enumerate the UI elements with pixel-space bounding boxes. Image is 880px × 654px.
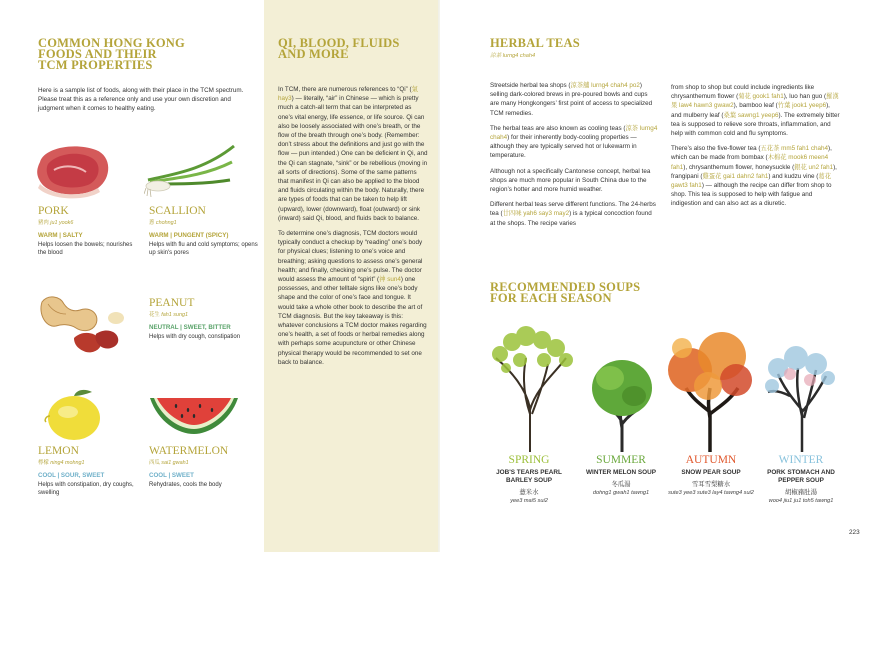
- qi-paragraph-2: [278, 229, 428, 367]
- food-item-pork: [38, 205, 138, 257]
- food-properties: COOL | SOUR, SWEET: [38, 472, 105, 479]
- foods-heading-line: COMMON HONG KONG: [38, 36, 185, 50]
- text-run: ) and kudzu vine (: [768, 172, 819, 180]
- text-run: There’s also the five-flower tea (: [671, 145, 761, 153]
- food-name: SCALLION: [149, 205, 206, 217]
- food-roman: sai1 gwah1: [161, 460, 189, 466]
- text-run: ) selling dark-colored brews in pre-poured bowls and cups are many Hongkongers’ first point of access to specialized TCM remedies.: [490, 82, 653, 117]
- scallion-illustration: [144, 140, 236, 202]
- seasonal-trees-illustration: [486, 318, 846, 454]
- food-romanization: [149, 310, 269, 318]
- soup-chinese: 薏米水: [519, 489, 539, 496]
- food-name: PORK: [38, 205, 69, 217]
- chinese-term: 氣 hay3: [278, 86, 418, 103]
- chinese-term: 神 sun4: [379, 276, 401, 284]
- food-roman: chohng1: [155, 220, 177, 226]
- food-name: WATERMELON: [149, 445, 229, 457]
- food-romanization: [149, 458, 259, 466]
- text-run: ), luo han guo (: [783, 93, 827, 101]
- text-run: ) one possesses, and other telltale signs like one’s body shape and the color of one’s face and tongue. It would take a whole other book to describe the art of TCM diagnosis. But the key takeaway is this: whatever conclusions a TCM doctor makes regarding one’s health, a set of foods or herbal remedies along with perhaps some acupuncture or other Chinese physical therapy would be recommended to set one back to balance.: [278, 276, 427, 366]
- food-roman: ning4 mohng1: [50, 460, 85, 466]
- food-chinese: 花生: [149, 312, 160, 318]
- watermelon-illustration: [148, 392, 240, 436]
- soup-romanization: sute3 yee3 sute3 lay4 tawng4 sui2: [668, 490, 754, 496]
- season-name: AUTUMN: [685, 454, 737, 466]
- foods-intro: Here is a sample list of foods, along with their place in the TCM spectrum. Please treat this as a reference only and use your own discretion and judgment when it comes to healthy eating.: [38, 87, 244, 113]
- text-run: ), chrysanthemum flower, honeysuckle (: [683, 163, 795, 171]
- food-properties: COOL | SWEET: [149, 472, 194, 479]
- herbal-paragraph-1: [490, 81, 658, 118]
- soup-romanization: dohng1 gwah1 tawng1: [592, 490, 650, 496]
- food-name: LEMON: [38, 445, 79, 457]
- text-run: ) — although the recipe can differ from shop to shop. This tea is supposed to help with fatigue and indigestion and can also act as a diuretic.: [671, 182, 832, 208]
- qi-paragraph-1: [278, 85, 428, 223]
- qi-sidebar: [264, 0, 440, 552]
- text-run: The herbal teas are also known as cooling teas (: [490, 124, 626, 132]
- pork-illustration: [34, 140, 114, 200]
- herbal-paragraph-2: [490, 124, 658, 161]
- soups-heading-line: FOR EACH SEASON: [490, 291, 612, 305]
- season-name: WINTER: [778, 454, 824, 466]
- page-number: 223: [849, 529, 860, 536]
- text-run: ), bamboo leaf (: [733, 102, 778, 110]
- season-winter: [758, 454, 844, 504]
- food-description: Rehydrates, cools the body: [149, 482, 222, 488]
- text-run: ), frangipani (: [671, 163, 837, 180]
- herbal-teas-continued: [671, 83, 841, 215]
- herbal-subheading: 涼茶 lurng4 chah4: [490, 53, 536, 59]
- food-properties: WARM | SALTY: [38, 232, 83, 239]
- text-run: ). The extremely bitter tea is supposed to relieve sore throats, inflammation, and help with common cold and flu symptoms.: [671, 111, 840, 138]
- food-description: Helps loosen the bowels; nourishes the blood: [38, 242, 133, 256]
- peanut-illustration: [34, 292, 134, 354]
- winter-tree: [765, 346, 835, 452]
- food-roman: ju1 yook6: [50, 220, 74, 226]
- season-spring: [486, 454, 572, 504]
- soups-heading-line: RECOMMENDED SOUPS: [490, 280, 641, 294]
- text-run: To determine one’s diagnosis, TCM doctors would typically conduct a checkup by “reading” one’s body for physical clues; listening to one’s voice and breathing; asking questions to assess one’s general health; and finally, checking one’s pulse. The doctor would assess the amount of “spirit” (: [278, 230, 423, 284]
- text-run: In TCM, there are numerous references to “Qi” (: [278, 86, 412, 93]
- chinese-term: 涼茶 lurng4 chah4: [490, 124, 658, 142]
- text-run: from shop to shop but could include ingredients like chrysanthemum flower (: [671, 84, 815, 101]
- autumn-tree: [668, 332, 752, 452]
- herbal-heading: HERBAL TEAS: [490, 36, 580, 50]
- herbal-teas-section: [490, 38, 658, 234]
- soup-romanization: yee3 mai5 sui2: [510, 498, 548, 504]
- text-run: ) — literally, “air” in Chinese — which is pretty much a catch-all term that can be interpreted as one’s vital energy, life essence, or life source. Qi can also be loosely associated with one’s breath, or the flow of the breath through one’s body. (Remember: don’t stress about the definitions and just go with the flow — pun intended.) One can be deficient in Qi, and the Qi can stagnate, “sink” or be rebellious (moving in all sorts of directions). Some of the same patterns that manifest in Qi can also be applied to the blood and fluids circulating within the body. Naturally, there are types of foods that can be taken to help lift (upward), lower (downward), float (outward) or sink (inward) said Qi, blood, and fluids back to balance.: [278, 95, 428, 222]
- soups-heading: [490, 282, 640, 304]
- chinese-term: 五花茶 mm5 fah1 chah4: [760, 145, 829, 153]
- qi-heading-line: QI, BLOOD, FLUIDS: [278, 36, 400, 50]
- food-properties: WARM | PUNGENT (SPICY): [149, 232, 229, 239]
- chinese-term: 木棉花 mook6 meen4 fah1: [671, 154, 829, 171]
- soup-name: SNOW PEAR SOUP: [681, 469, 741, 476]
- chinese-term: 涼茶舖 lurng4 chah4 po2: [570, 82, 640, 89]
- food-romanization: [38, 458, 138, 466]
- herbal-paragraph-3: Although not a specifically Cantonese concept, herbal tea shops are much more popular in South China due to the region’s hotter and more humid weather.: [490, 167, 651, 194]
- foods-section: [38, 38, 250, 114]
- season-name: SUMMER: [596, 454, 646, 466]
- chinese-term: 羅漢果 law4 hawn3 gwaw2: [671, 93, 839, 110]
- food-name: PEANUT: [149, 297, 195, 309]
- food-chinese: 豬肉: [38, 220, 49, 226]
- text-run: ), which can be made from bombax (: [671, 145, 832, 162]
- text-run: ), and mulberry leaf (: [671, 102, 830, 119]
- food-item-watermelon: [149, 445, 259, 489]
- soup-romanization: woo4 jiu1 ju1 toh5 tawng1: [768, 498, 834, 504]
- food-romanization: [38, 218, 138, 226]
- food-description: Helps with dry cough, constipation: [149, 334, 241, 340]
- chinese-term: 廿四味 yah6 say3 may2: [502, 210, 570, 218]
- lemon-illustration: [40, 386, 112, 444]
- food-chinese: 蔥: [149, 220, 155, 226]
- food-item-lemon: [38, 445, 138, 497]
- chinese-term: 竹葉 jook1 yeep6: [777, 102, 827, 110]
- chinese-term: 桑葉 sawng1 yeep6: [723, 111, 779, 119]
- herbal-paragraph-4: [490, 200, 658, 228]
- foods-heading-line: FOODS AND THEIR: [38, 47, 157, 61]
- text-run: Streetside herbal tea shops (: [490, 82, 571, 89]
- soup-name: WINTER MELON SOUP: [586, 469, 656, 476]
- left-page: [0, 0, 440, 552]
- food-romanization: [149, 218, 259, 226]
- food-item-scallion: [149, 205, 259, 257]
- soup-chinese: 冬瓜湯: [611, 481, 631, 488]
- food-description: Helps with constipation, dry coughs, swelling: [38, 482, 134, 496]
- chinese-term: 葛花 gawt3 fah1: [671, 172, 831, 190]
- season-summer: [578, 454, 664, 496]
- text-run: Different herbal teas serve different functions. The 24-herbs tea (: [490, 201, 656, 218]
- season-autumn: [668, 454, 754, 496]
- chinese-term: 雞蛋花 gai1 dahn2 fah1: [702, 172, 769, 180]
- food-chinese: 檸檬: [38, 460, 49, 466]
- qi-heading-line: AND MORE: [278, 47, 349, 61]
- summer-tree: [592, 360, 652, 452]
- soup-chinese: 雪耳雪梨糖水: [691, 481, 731, 488]
- chinese-term: 銀花 un2 fah1: [794, 163, 834, 171]
- foods-heading: [38, 38, 250, 71]
- soup-name: PORK STOMACH AND PEPPER SOUP: [767, 469, 835, 484]
- food-roman: fah1 sung1: [161, 312, 188, 318]
- foods-heading-line: TCM PROPERTIES: [38, 58, 153, 72]
- qi-heading: [278, 38, 428, 60]
- food-description: Helps with flu and cold symptoms; opens up skin's pores: [149, 242, 258, 256]
- season-name: SPRING: [508, 454, 550, 466]
- soup-name: JOB'S TEARS PEARL BARLEY SOUP: [496, 469, 562, 484]
- qi-section: [278, 38, 428, 373]
- food-chinese: 西瓜: [149, 460, 160, 466]
- seasons-row: [486, 454, 846, 654]
- spring-tree: [492, 326, 573, 452]
- herbal-paragraph-5: [671, 83, 841, 138]
- herbal-paragraph-6: [671, 144, 841, 208]
- text-run: ) for their inherently body-cooling properties — although they are typically served hot or lukewarm in temperature.: [490, 134, 637, 160]
- food-item-peanut: [149, 297, 269, 341]
- food-properties: NEUTRAL | SWEET, BITTER: [149, 324, 231, 331]
- text-run: ) is a typical concoction found at the shops. The recipe varies: [490, 210, 652, 227]
- chinese-term: 菊花 gook1 fah1: [738, 93, 784, 101]
- soup-chinese: 胡椒豬肚湯: [785, 489, 817, 496]
